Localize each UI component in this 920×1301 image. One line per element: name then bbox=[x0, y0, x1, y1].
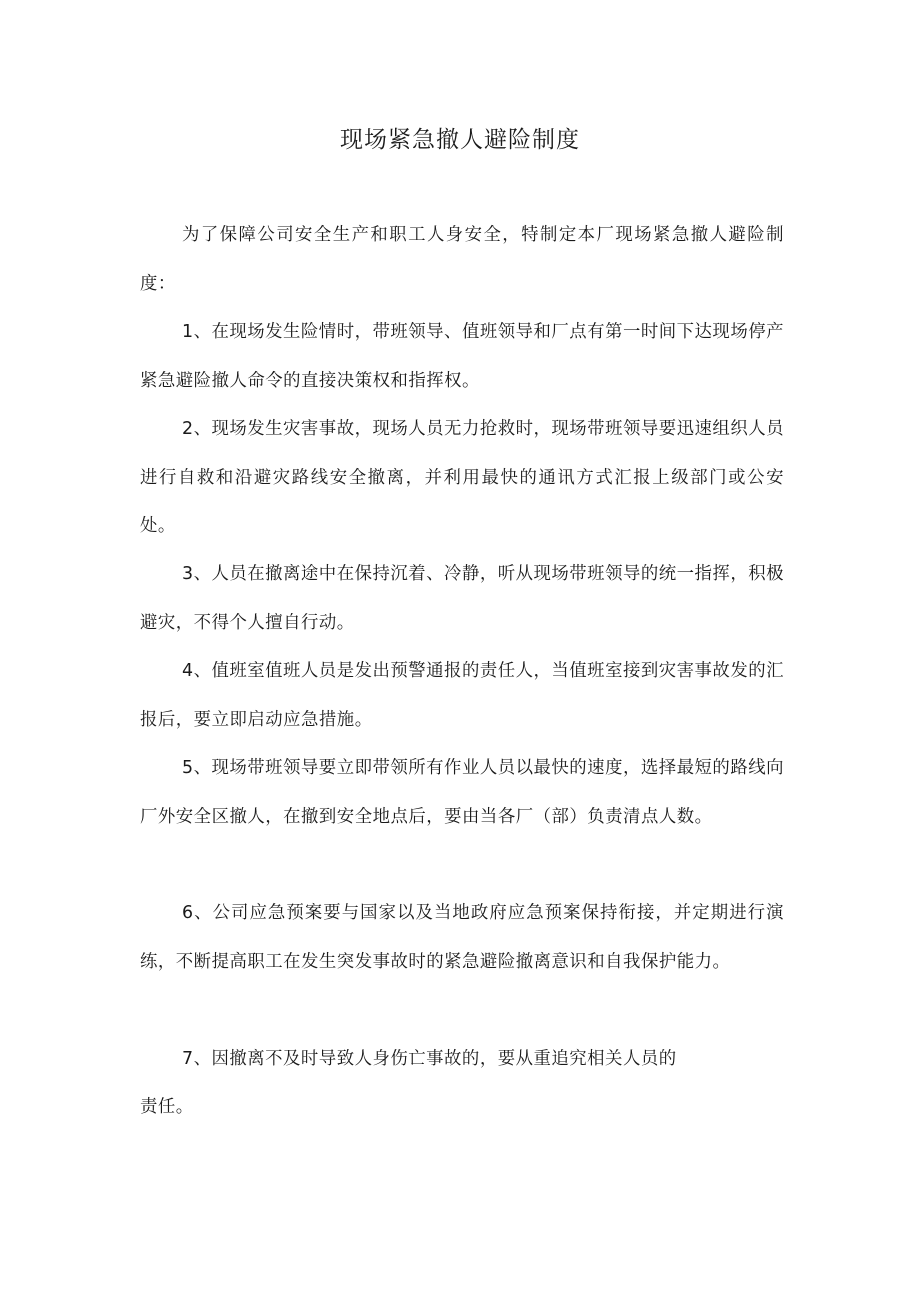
rule-item-7-line-2: 责任。 bbox=[140, 1097, 194, 1117]
rule-item-2: 2、现场发生灾害事故，现场人员无力抢救时，现场带班领导要迅速组织人员进行自救和沿避灾路线安全撤离，并利用最快的通讯方式汇报上级部门或公安处。 bbox=[140, 419, 784, 536]
rule-item-7-line-1: 7、因撤离不及时导致人身伤亡事故的，要从重追究相关人员的 bbox=[182, 1049, 677, 1069]
rule-item-3: 3、人员在撤离途中在保持沉着、冷静，听从现场带班领导的统一指挥，积极避灾，不得个人擅自行动。 bbox=[140, 564, 784, 633]
document-title: 现场紧急撤人避险制度 bbox=[340, 127, 580, 153]
rule-item-5: 5、现场带班领导要立即带领所有作业人员以最快的速度，选择最短的路线向厂外安全区撤人，在撤到安全地点后，要由当各厂（部）负责清点人数。 bbox=[140, 758, 784, 827]
rule-item-1: 1、在现场发生险情时，带班领导、值班领导和厂点有第一时间下达现场停产紧急避险撤人命令的直接决策权和指挥权。 bbox=[140, 322, 784, 391]
rule-item-6: 6、公司应急预案要与国家以及当地政府应急预案保持衔接，并定期进行演练，不断提高职工在发生突发事故时的紧急避险撤离意识和自我保护能力。 bbox=[140, 903, 784, 972]
rule-item-4: 4、值班室值班人员是发出预警通报的责任人，当值班室接到灾害事故发的汇报后，要立即启动应急措施。 bbox=[140, 661, 784, 730]
intro-paragraph: 为了保障公司安全生产和职工人身安全，特制定本厂现场紧急撤人避险制度： bbox=[140, 225, 784, 294]
